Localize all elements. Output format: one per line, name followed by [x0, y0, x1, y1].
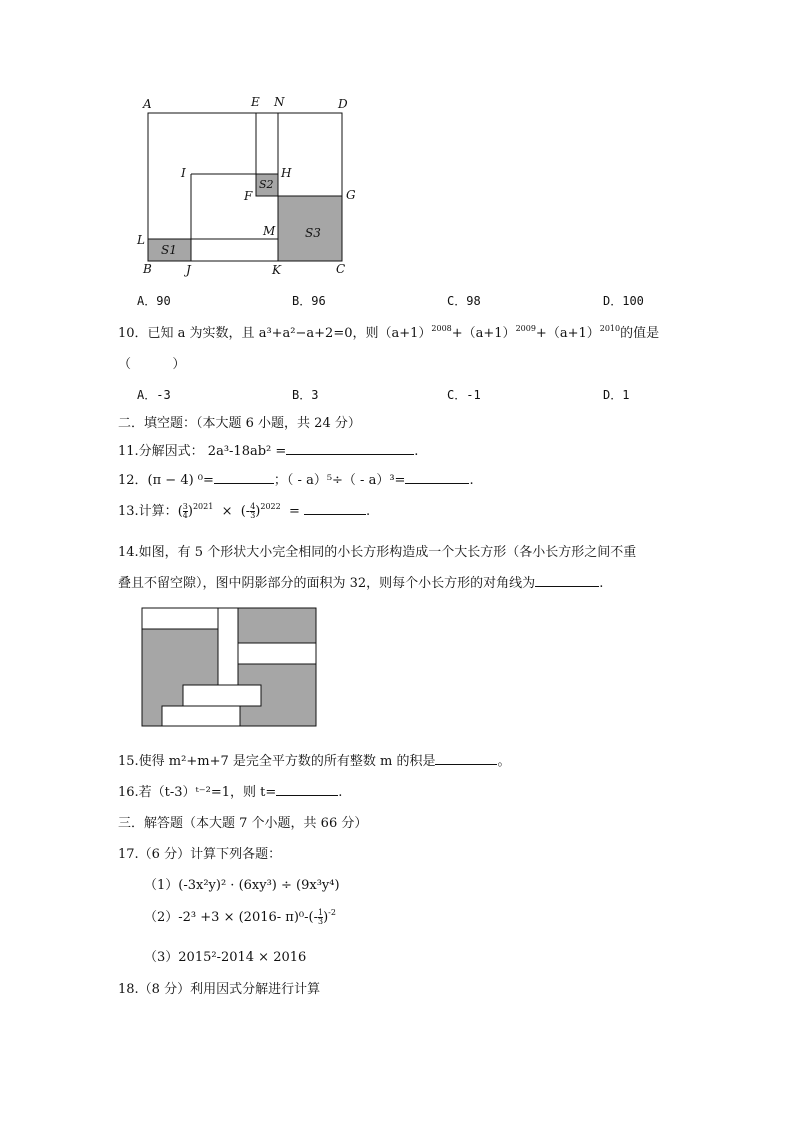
q10-plus1: +（a+1） [451, 326, 516, 341]
question-16 [118, 781, 342, 800]
q13-end: . [366, 504, 371, 519]
q10-answer-paren: （ ） [118, 357, 186, 372]
q10-option-a: A．-3 [137, 388, 171, 402]
q13-answer-blank[interactable] [304, 502, 366, 515]
label-k: K [272, 263, 281, 277]
small-rect-3 [238, 643, 316, 664]
q13-equals: = [289, 504, 300, 519]
q12-blank-2[interactable] [405, 471, 469, 484]
q9-option-d: D．100 [603, 294, 644, 308]
label-s1: S1 [161, 243, 177, 257]
q17-part-2-exp: -2 [328, 908, 336, 917]
label-f: F [244, 189, 253, 203]
q10-plus2: +（a+1） [535, 326, 600, 341]
small-rect-1 [142, 608, 218, 629]
q11-end: . [414, 444, 419, 459]
q14-answer-blank[interactable] [535, 574, 599, 587]
q14-line-2-text: 叠且不留空隙），图中阴影部分的面积为 32，则每个小长方形的对角线为 [118, 576, 536, 591]
q14-line-2 [118, 572, 603, 591]
q17-part-2-close: ) [323, 910, 329, 925]
q17-part-2-fraction: $\frac{1}{3}$ [317, 908, 324, 926]
q9-option-a: A．90 [137, 294, 171, 308]
q12-blank-1[interactable] [214, 471, 274, 484]
q14-line-1: 14.如图，有 5 个形状大小完全相同的小长方形构造成一个大长方形（各小长方形之间不重 [118, 545, 637, 560]
q10-option-d: D．1 [603, 388, 630, 402]
label-s2: S2 [259, 178, 274, 191]
label-a: A [143, 97, 152, 111]
q15-text: 15.使得 m²+m+7 是完全平方数的所有整数 m 的积是 [118, 754, 436, 769]
q15-end: 。 [497, 754, 511, 769]
label-l: L [137, 233, 145, 247]
q13-exp2: 2022 [260, 502, 281, 511]
label-g: G [346, 188, 356, 202]
label-d: D [338, 97, 348, 111]
q10-tail: 的值是 [620, 326, 660, 341]
q16-end: . [338, 785, 343, 800]
section-2-heading: 二．填空题：（本大题 6 小题，共 24 分） [118, 416, 361, 431]
label-s3: S3 [305, 226, 321, 240]
q10-exp2: 2009 [515, 324, 536, 333]
small-rect-4 [183, 685, 261, 706]
q17-title: 17.（6 分）计算下列各题： [118, 847, 282, 862]
q16-answer-blank[interactable] [276, 783, 338, 796]
small-rect-2 [218, 608, 238, 686]
q9-option-b: B．96 [292, 294, 326, 308]
q13-times: × [221, 504, 233, 519]
q17-part-1: （1）(-3x²y)² · (6xy³) ÷ (9x³y⁴) [144, 878, 340, 893]
question-10 [118, 322, 659, 341]
q17-part-2-text: （2）-2³ +3 × (2016- π)⁰-(- [144, 910, 318, 925]
question-11 [118, 440, 418, 459]
label-e: E [251, 95, 260, 109]
q10-option-b: B．3 [292, 388, 319, 402]
q10-exp3: 2010 [599, 324, 621, 333]
q10-text: 10．已知 a 为实数，且 a³+a²−a+2=0，则（a+1） [118, 326, 432, 341]
q14-end: . [599, 576, 604, 591]
q18-title: 18.（8 分）利用因式分解进行计算 [118, 982, 321, 997]
q12-part1: 12．(π − 4) ⁰= [118, 473, 214, 488]
label-b: B [143, 262, 152, 276]
q11-answer-blank[interactable] [286, 442, 414, 455]
small-rect-5 [162, 706, 240, 726]
q13-fraction-2: $\frac{4}{3}$ [250, 502, 256, 520]
label-m: M [263, 224, 276, 238]
q13-exp1: 2021 [192, 502, 214, 511]
q13-prefix: 13.计算： [118, 504, 178, 519]
label-h: H [281, 166, 292, 180]
q15-answer-blank[interactable] [435, 752, 497, 765]
section-3-heading: 三．解答题（本大题 7 个小题，共 66 分） [118, 816, 368, 831]
label-n: N [274, 95, 285, 109]
q10-option-c: C．-1 [447, 388, 481, 402]
question-13: 13.计算：( $\frac{3}{4}$ )$^{2021}$ × (- $\frac{4}{3}$ )$^{2022}$ = . [118, 502, 371, 520]
q12-end: . [469, 473, 474, 488]
label-j: J [186, 263, 191, 277]
q17-part-3: （3）2015²-2014 × 2016 [144, 950, 307, 965]
q11-text: 11.分解因式： 2a³-18ab² = [118, 444, 287, 459]
q12-mid: ；（ - a）⁵÷（ - a）³= [273, 473, 406, 488]
q17-part-2 [144, 906, 336, 934]
q13-fraction-1: $\frac{3}{4}$ [182, 502, 188, 520]
label-c: C [336, 262, 346, 276]
question-12 [118, 469, 474, 488]
figure-five-rectangles [141, 607, 319, 729]
label-i: I [181, 166, 186, 180]
question-15 [118, 750, 510, 769]
q10-exp1: 2008 [431, 324, 452, 333]
q9-option-c: C．98 [447, 294, 481, 308]
q16-text: 16.若（t-3）ᵗ⁻²=1，则 t= [118, 785, 277, 800]
